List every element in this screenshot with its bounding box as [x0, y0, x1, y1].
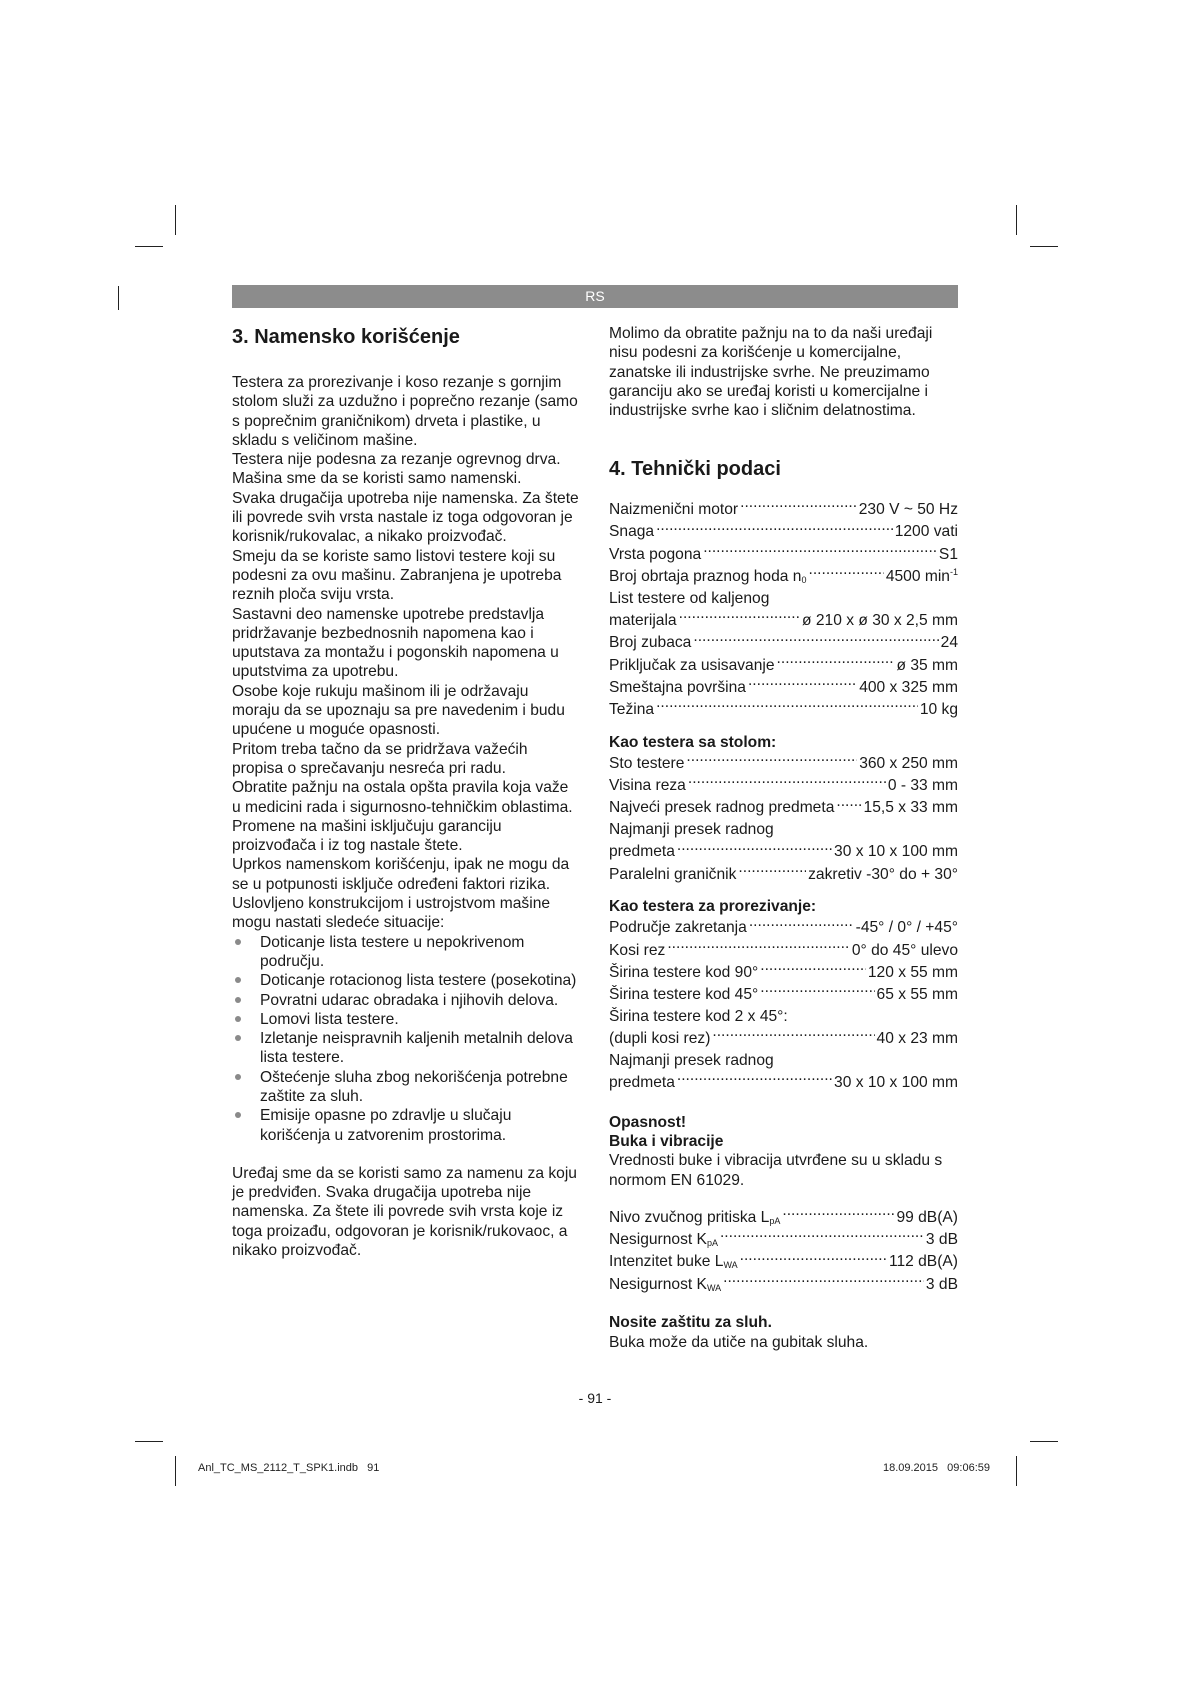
language-code: RS	[585, 288, 605, 304]
spec-row	[609, 797, 958, 819]
spec-value: 120 x 55 mm	[867, 963, 958, 981]
spec-row	[609, 699, 958, 721]
spec-row	[609, 1228, 958, 1250]
spec-row	[609, 521, 958, 543]
spec-row	[609, 632, 958, 654]
spec-row	[609, 1072, 958, 1094]
language-header-band	[232, 285, 958, 308]
crop-mark	[135, 1441, 163, 1442]
spec-label: Paralelni graničnik	[609, 865, 737, 883]
crop-mark	[1016, 205, 1017, 235]
spec-row	[609, 939, 958, 961]
spec-label: Težina	[609, 701, 655, 719]
spec-label-line: Širina testere kod 2 x 45°:	[609, 1007, 788, 1025]
left-column	[232, 324, 580, 1260]
footer-file-info: Anl_TC_MS_2112_T_SPK1.indb 91	[198, 1462, 380, 1474]
crop-mark	[118, 286, 119, 310]
list-item: Izletanje neispravnih kaljenih metalnih delova lista testere.	[232, 1029, 580, 1068]
noise-spec-list	[609, 1206, 958, 1295]
spec-value: 230 V ~ 50 Hz	[858, 501, 958, 519]
spec-value: 0 - 33 mm	[887, 777, 958, 795]
spec-value: 30 x 10 x 100 mm	[834, 843, 958, 861]
spec-label: Broj zubaca	[609, 634, 692, 652]
table-saw-spec-list	[609, 752, 958, 885]
spec-label-subscript: 0	[801, 574, 807, 585]
spec-label: Nesigurnost K	[609, 1275, 707, 1293]
spec-value: 400 x 325 mm	[859, 678, 958, 696]
spec-value: 3 dB	[925, 1275, 958, 1293]
list-item: Doticanje rotacionog lista testere (posekotina)	[232, 971, 580, 990]
spec-value: 0° do 45° ulevo	[851, 941, 958, 959]
paragraph: Svaka drugačija upotreba nije namenska. Za štete ili povrede svih vrsta nastale iz toga odgovoran je korisnik/rukovalac, a nikako proizvođač.	[232, 489, 579, 546]
crop-mark	[175, 1456, 176, 1486]
hearing-protection-heading: Nosite zaštitu za sluh.	[609, 1314, 772, 1332]
spec-value: S1	[938, 545, 958, 563]
list-item: Lomovi lista testere.	[232, 1010, 580, 1029]
spec-label: Vrsta pogona	[609, 545, 702, 563]
spec-label: Smeštajna površina	[609, 678, 746, 696]
section-title-intended-use: 3. Namensko korišćenje	[232, 326, 460, 348]
spec-value: 112 dB(A)	[888, 1253, 958, 1271]
closing-paragraph: Uređaj sme da se koristi samo za namenu za koju je predviđen. Svaka drugačija upotreba nije namenska. Za štete ili povrede svih vrsta koje iz toga proizađu, odgovoran je korisnik/rukovaoc, a nikako proizvođač.	[232, 1164, 577, 1260]
spec-row	[609, 1206, 958, 1228]
paragraph: Obratite pažnju na ostala opšta pravila koja važe u medicini rada i sigurnosno-tehničkim oblastima.	[232, 779, 573, 816]
spec-value: ø 210 x ø 30 x 2,5 mm	[802, 611, 958, 629]
spec-label: Naizmenični motor	[609, 501, 739, 519]
spec-value: 3 dB	[925, 1230, 958, 1248]
spec-value: -45° / 0° / +45°	[855, 919, 958, 937]
intro-text	[232, 373, 580, 933]
paragraph: Promene na mašini isključuju garanciju proizvođača i iz tog nastale štete.	[232, 817, 502, 855]
paragraph: Testera nije podesna za rezanje ogrevnog drva.	[232, 451, 561, 469]
paragraph: Pritom treba tačno da se pridržava važećih propisa o sprečavanju nesreća pri radu.	[232, 740, 528, 777]
section-title-technical-data: 4. Tehnički podaci	[609, 458, 781, 481]
spec-row	[609, 917, 958, 939]
paragraph: Sastavni deo namenske upotrebe predstavlja pridržavanje bezbednosnih napomena kao i uputstava za montažu i pogonskih napomena u uputstvima za upotrebu.	[232, 605, 559, 681]
danger-heading: Opasnost!	[609, 1113, 687, 1131]
spec-row	[609, 676, 958, 698]
crop-mark	[135, 246, 163, 247]
spec-row	[609, 984, 958, 1006]
paragraph: Testera za prorezivanje i koso rezanje s gornjim stolom služi za uzdužno i poprečno rezanje (samo s poprečnim graničnikom) drveta i plastike, u skladu s veličinom mašine.	[232, 374, 578, 449]
spec-label: Snaga	[609, 523, 655, 541]
spec-value: 360 x 250 mm	[859, 754, 958, 772]
spec-value: ø 35 mm	[896, 656, 958, 674]
footer-datetime: 18.09.2015 09:06:59	[882, 1462, 990, 1474]
spec-row	[609, 498, 958, 520]
spec-label: Područje zakretanja	[609, 919, 747, 937]
spec-label: materijala	[609, 611, 677, 629]
spec-value: 65 x 55 mm	[876, 986, 958, 1004]
spec-row	[609, 752, 958, 774]
spec-label: Intenzitet buke L	[609, 1253, 724, 1271]
paragraph: Uprkos namenskom korišćenju, ipak ne mogu da se u potpunosti isključe određeni faktori rizika. Uslovljeno konstrukcijom i ustrojstvom mašine mogu nastati sledeće situacije:	[232, 856, 570, 932]
spec-label: Sto testere	[609, 754, 685, 772]
spec-row	[609, 961, 958, 983]
cut-saw-heading: Kao testera za prorezivanje:	[609, 898, 817, 916]
crop-mark	[175, 205, 176, 235]
spec-value: 40 x 23 mm	[876, 1030, 958, 1048]
list-item: Doticanje lista testere u nepokrivenom području.	[232, 933, 580, 972]
spec-label: Priključak za usisavanje	[609, 656, 775, 674]
spec-label: Najveći presek radnog predmeta	[609, 799, 835, 817]
spec-label: (dupli kosi rez)	[609, 1030, 711, 1048]
spec-value: 99 dB(A)	[896, 1208, 958, 1226]
tech-spec-list	[609, 498, 958, 720]
spec-label: Širina testere kod 90°	[609, 963, 759, 981]
spec-value: 24	[940, 634, 958, 652]
spec-value: 4500 min	[885, 567, 950, 585]
spec-label: Kosi rez	[609, 941, 666, 959]
spec-value: 30 x 10 x 100 mm	[834, 1074, 958, 1092]
paragraph: Smeju da se koriste samo listovi testere koji su podesni za ovu mašinu. Zabranjena je upotreba reznih ploča sviju vrsta.	[232, 547, 562, 604]
noise-vibration-heading: Buka i vibracije	[609, 1133, 724, 1151]
spec-row	[609, 774, 958, 796]
crop-mark	[1030, 246, 1058, 247]
spec-value-superscript: -1	[949, 566, 958, 577]
spec-row	[609, 609, 958, 631]
risk-list	[232, 933, 580, 1145]
spec-label: predmeta	[609, 1074, 675, 1092]
spec-row	[609, 841, 958, 863]
table-saw-heading: Kao testera sa stolom:	[609, 733, 777, 751]
list-item: Emisije opasne po zdravlje u slučaju korišćenja u zatvorenim prostorima.	[232, 1106, 580, 1145]
crop-mark	[1016, 1456, 1017, 1486]
spec-row	[609, 863, 958, 885]
spec-row	[609, 1273, 958, 1295]
spec-label: Visina reza	[609, 777, 686, 795]
spec-label: Nivo zvučnog pritiska L	[609, 1208, 770, 1226]
right-column	[609, 324, 958, 1352]
spec-row	[609, 565, 958, 587]
spec-label-subscript: WA	[723, 1260, 738, 1271]
spec-label: Broj obrtaja praznog hoda n	[609, 567, 802, 585]
spec-label: Širina testere kod 45°	[609, 986, 759, 1004]
paragraph: Mašina sme da se koristi samo namenski.	[232, 470, 522, 488]
spec-value: 15,5 x 33 mm	[863, 799, 958, 817]
spec-label-subscript: pA	[706, 1237, 718, 1248]
spec-value: zakretiv -30° do + 30°	[808, 865, 958, 883]
spec-label: Nesigurnost K	[609, 1230, 707, 1248]
cut-saw-spec-list	[609, 917, 958, 1094]
crop-mark	[1030, 1441, 1058, 1442]
page-number: - 91 -	[578, 1390, 612, 1406]
spec-value: 1200 vati	[894, 523, 958, 541]
list-item: Oštećenje sluha zbog nekorišćenja potrebne zaštite za sluh.	[232, 1068, 580, 1107]
list-item: Povratni udarac obradaka i njihovih delova.	[232, 991, 580, 1010]
spec-row	[609, 1251, 958, 1273]
spec-row	[609, 654, 958, 676]
spec-label-line: Najmanji presek radnog	[609, 821, 774, 839]
spec-label: predmeta	[609, 843, 675, 861]
spec-label-line: Najmanji presek radnog	[609, 1051, 774, 1069]
spec-value: 10 kg	[919, 701, 958, 719]
spec-row	[609, 543, 958, 565]
noise-vibration-text: Vrednosti buke i vibracija utvrđene su u skladu s normom EN 61029.	[609, 1152, 943, 1189]
spec-label-subscript: pA	[769, 1215, 781, 1226]
spec-row	[609, 1028, 958, 1050]
paragraph: Osobe koje rukuju mašinom ili je održavaju moraju da se upoznaju sa pre navedenim i budu upućene u moguće opasnosti.	[232, 682, 565, 739]
hearing-protection-text: Buka može da utiče na gubitak sluha.	[609, 1333, 869, 1351]
commercial-use-notice: Molimo da obratite pažnju na to da naši uređaji nisu podesni za korišćenje u komercijalne, zanatske ili industrijske svrhe. Ne preuzimamo garanciju ako se uređaj koristi u komercijalne i industrijske svrhe kao i sličnim delatnostima.	[609, 325, 933, 420]
spec-label-line: List testere od kaljenog	[609, 589, 770, 607]
spec-label-subscript: WA	[706, 1282, 722, 1293]
